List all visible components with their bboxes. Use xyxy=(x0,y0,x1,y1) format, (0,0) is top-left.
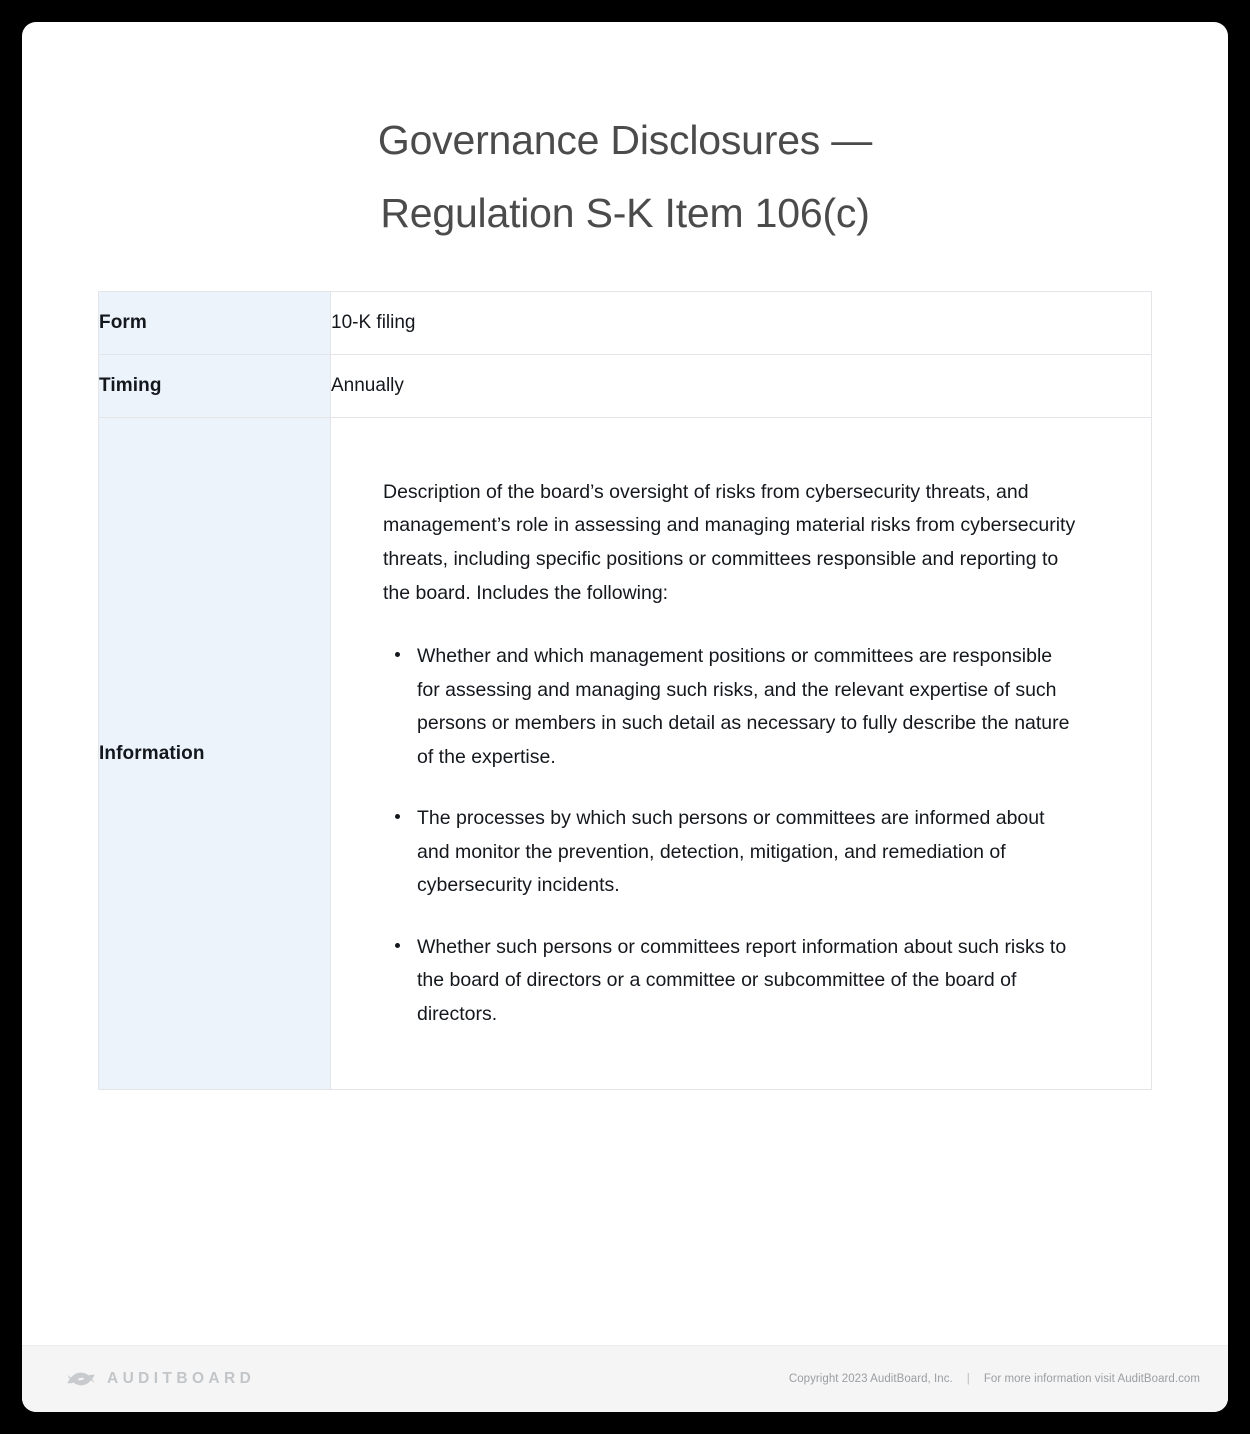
row-value-timing: Annually xyxy=(331,354,1152,417)
bullet-dot-icon xyxy=(395,652,400,657)
list-item-text: The processes by which such persons or committees are informed about and monitor the prevention, detection, mitigation, and remediation of cybersecurity incidents. xyxy=(417,807,1045,897)
disclosure-table xyxy=(98,291,1152,1090)
row-label-timing: Timing xyxy=(99,354,331,417)
table-row-form xyxy=(99,291,1152,354)
page-footer xyxy=(22,1345,1228,1412)
footer-separator: | xyxy=(966,1373,970,1385)
list-item xyxy=(383,640,1079,774)
auditboard-wordmark: AUDITBOARD xyxy=(107,1370,256,1387)
list-item-text: Whether such persons or committees report information about such risks to the board of directors or a committee or subcommittee of the board of directors. xyxy=(417,935,1067,1025)
footer-legal xyxy=(789,1373,1200,1385)
list-item-text: Whether and which management positions or committees are responsible for assessing and managing such risks, and the relevant expertise of such persons or members in such detail as necessary to fully describe the nature of the expertise. xyxy=(417,645,1070,768)
page-title xyxy=(22,22,1228,250)
bullet-dot-icon xyxy=(395,814,400,819)
document-content xyxy=(22,22,1228,1345)
auditboard-eye-icon xyxy=(66,1367,96,1391)
row-label-form: Form xyxy=(99,291,331,354)
document-card xyxy=(22,22,1228,1412)
more-information-text[interactable]: For more information visit AuditBoard.com xyxy=(983,1373,1200,1385)
table-row-timing xyxy=(99,354,1152,417)
copyright-text: Copyright 2023 AuditBoard, Inc. xyxy=(788,1373,953,1385)
row-label-information: Information xyxy=(99,417,331,1089)
bullet-dot-icon xyxy=(395,943,400,948)
row-value-form: 10-K filing xyxy=(331,291,1152,354)
list-item xyxy=(383,802,1079,903)
page-title-line-2: Regulation S-K Item 106(c) xyxy=(380,189,870,236)
information-bullet-list xyxy=(383,640,1079,1031)
page-title-line-1: Governance Disclosures — xyxy=(377,117,873,163)
list-item xyxy=(383,931,1079,1032)
table-row-information xyxy=(99,417,1152,1089)
auditboard-logo xyxy=(66,1367,255,1391)
information-paragraph: Description of the board’s oversight of risks from cybersecurity threats, and management’s role in assessing and managing material risks from cybersecurity threats, including specific positions or committees responsible and reporting to the board. Includes the following: xyxy=(383,480,1076,604)
row-value-information xyxy=(331,417,1152,1089)
